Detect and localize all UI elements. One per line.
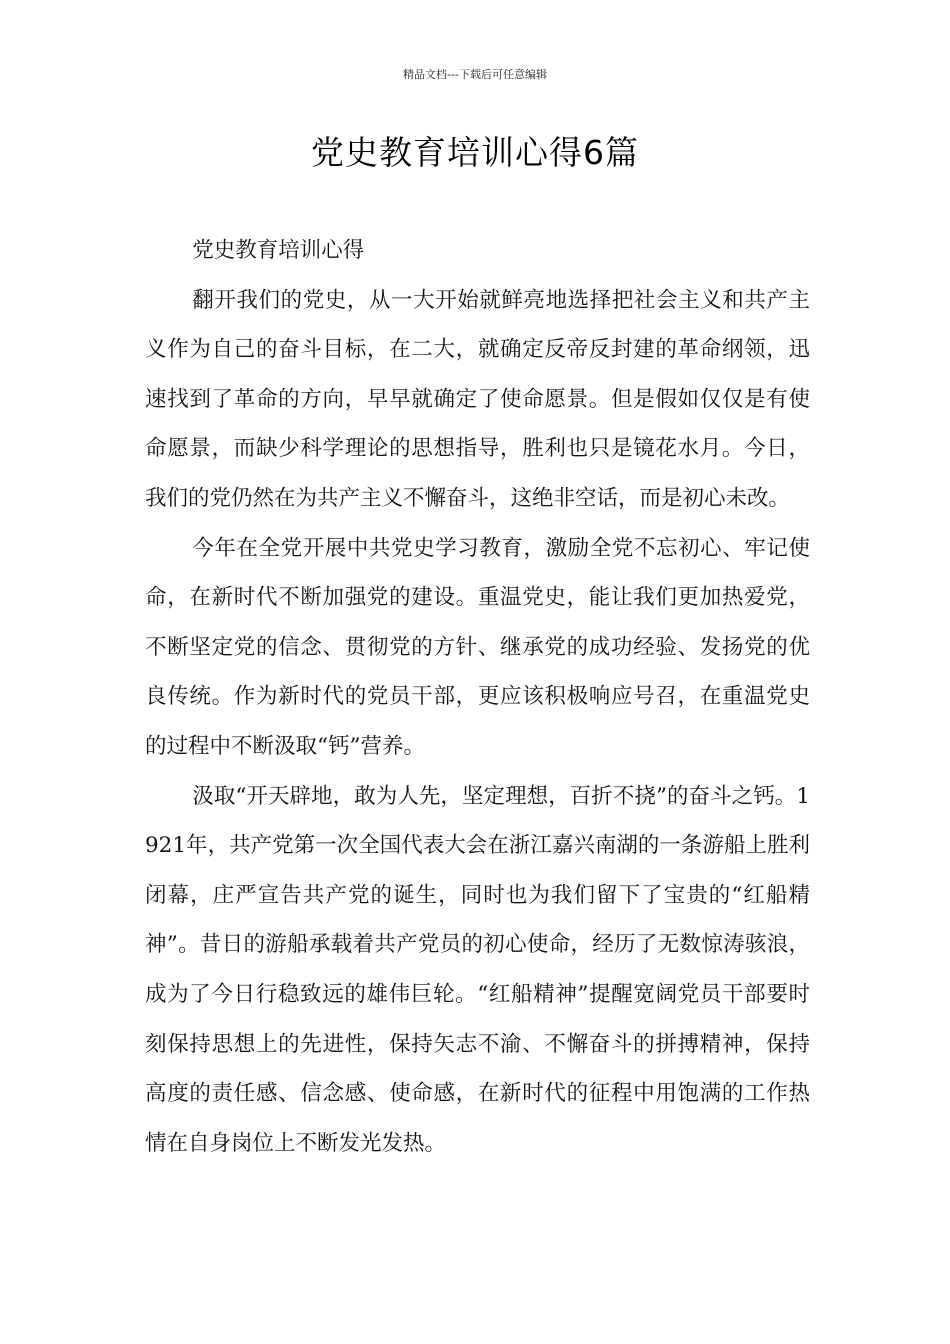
section-heading: 党史教育培训心得 xyxy=(192,238,365,263)
paragraph-2: 今年在全党开展中共党史学习教育，激励全党不忘初心、牢记使命，在新时代不断加强党的建设。重温党史，能让我们更加热爱党，不断坚定党的信念、贯彻党的方针、继承党的成功经验、发扬党的优良传统。作为新时代的党员干部，更应该积极响应号召，在重温党史的过程中不断汲取“钙”营养。 xyxy=(145,535,810,759)
document-title: 党史教育培训心得6篇 xyxy=(311,133,639,172)
page-header: 精品文档---下载后可任意编辑 xyxy=(403,68,547,81)
paragraph-1: 翻开我们的党史，从一大开始就鲜亮地选择把社会主义和共产主义作为自己的奋斗目标，在二大，就确定反帝反封建的革命纲领，迅速找到了革命的方向，早早就确定了使命愿景。但是假如仅仅是有使命愿景，而缺少科学理论的思想指导，胜利也只是镜花水月。今日，我们的党仍然在为共产主义不懈奋斗，这绝非空话，而是初心未改。 xyxy=(145,287,810,511)
document-body xyxy=(145,226,810,1168)
paragraph-3: 汲取“开天辟地，敢为人先，坚定理想，百折不挠”的奋斗之钙。1921年，共产党第一次全国代表大会在浙江嘉兴南湖的一条游船上胜利闭幕，庄严宣告共产党的诞生，同时也为我们留下了宝贵的“红船精神”。昔日的游船承载着共产党员的初心使命，经历了无数惊涛骇浪，成为了今日行稳致远的雄伟巨轮。“红船精神”提醒宽阔党员干部要时刻保持思想上的先进性，保持矢志不渝、不懈奋斗的拼搏精神，保持高度的责任感、信念感、使命感，在新时代的征程中用饱满的工作热情在自身岗位上不断发光发热。 xyxy=(145,783,810,1156)
